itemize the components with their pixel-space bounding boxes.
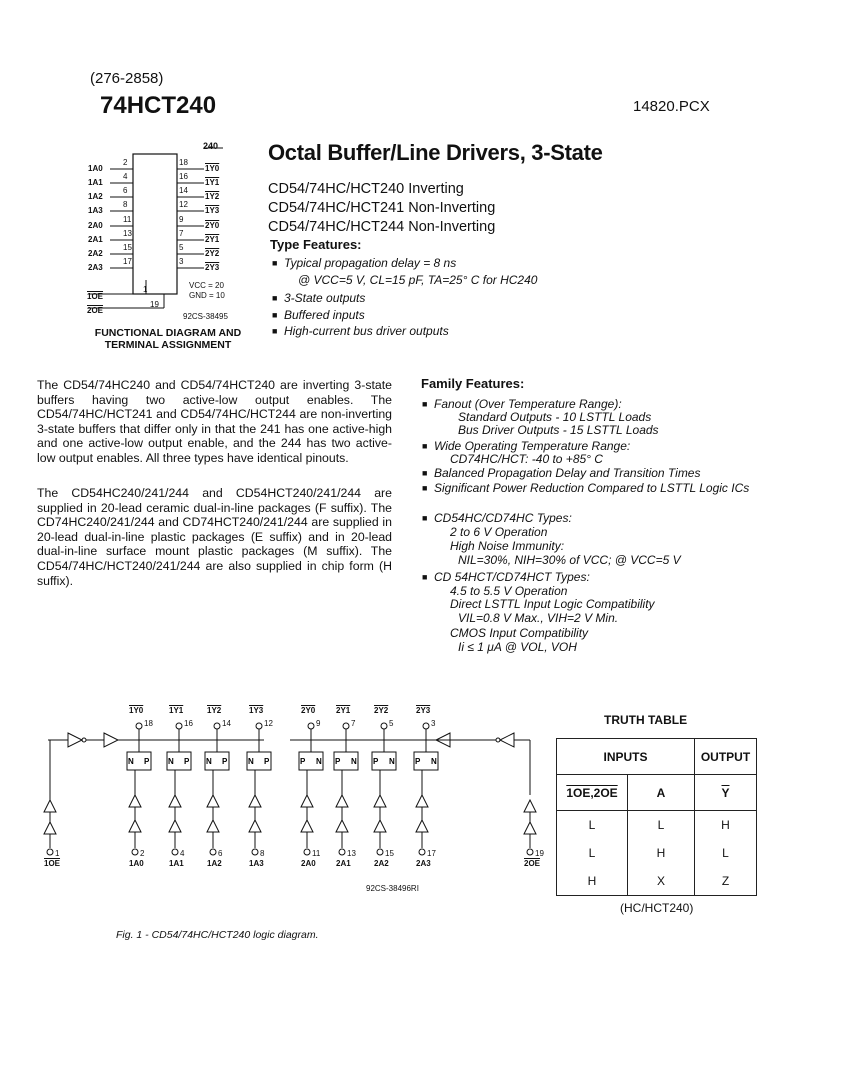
pin-number-right: 9: [179, 215, 184, 224]
transistor-label: P: [264, 757, 270, 766]
output-pin-name: 1Y0: [129, 706, 144, 715]
output-pin-name: 2Y0: [301, 706, 316, 715]
type-feature-item: ■ High-current bus driver outputs: [272, 324, 449, 338]
input-pin-number: 11: [312, 849, 321, 858]
family-feature-line: Direct LSTTL Input Logic Compatibility: [450, 597, 655, 611]
pin-name-right: 1Y3: [205, 206, 220, 215]
family-feature-line: High Noise Immunity:: [450, 539, 565, 553]
input-pin-number: 8: [260, 849, 265, 858]
pin-number-left: 2: [123, 158, 128, 167]
transistor-label: N: [389, 757, 395, 766]
pin-name-left: 1A3: [88, 206, 103, 215]
variant-244: CD54/74HC/HCT244 Non-Inverting: [268, 219, 496, 235]
pin-name-right: 1Y0: [205, 164, 220, 173]
input-pin-number: 13: [347, 849, 356, 858]
family-feature-line: ■ Fanout (Over Temperature Range):: [422, 397, 622, 411]
output-pin-number: 3: [431, 719, 436, 728]
input-pin-name: 1A3: [249, 859, 264, 868]
pin-name-right: 2Y1: [205, 235, 220, 244]
input-pin-number: 1: [55, 849, 60, 858]
pin-name-left: 1A1: [88, 178, 103, 187]
variant-241: CD54/74HC/HCT241 Non-Inverting: [268, 200, 496, 216]
pin-number-right: 16: [179, 172, 188, 181]
family-feature-line: Ii ≤ 1 μA @ VOL, VOH: [458, 640, 577, 654]
output-pin-number: 14: [222, 719, 231, 728]
output-pin-number: 7: [351, 719, 356, 728]
pin-number-right: 3: [179, 257, 184, 266]
functional-diagram-caption: FUNCTIONAL DIAGRAM AND TERMINAL ASSIGNMENT: [94, 327, 242, 351]
pin-number-right: 12: [179, 200, 188, 209]
pin-name-right: 2Y3: [205, 263, 220, 272]
part-reference: (276-2858): [90, 70, 164, 87]
output-pin-number: 5: [389, 719, 394, 728]
output-pin-name: 1Y1: [169, 706, 184, 715]
pin-number-left: 13: [123, 229, 132, 238]
pin-number-left: 17: [123, 257, 132, 266]
truth-table-footnote: (HC/HCT240): [620, 901, 694, 915]
chip-label: 240: [203, 141, 219, 151]
vcc-label: VCC = 20: [189, 281, 224, 290]
type-feature-item: ■ 3-State outputs: [272, 291, 366, 305]
input-pin-name: 1A1: [169, 859, 184, 868]
transistor-label: N: [248, 757, 254, 766]
type-feature-item: ■ Typical propagation delay = 8 ns: [272, 256, 457, 270]
input-pin-name: 2OE: [524, 859, 541, 868]
input-pin-number: 15: [385, 849, 394, 858]
family-feature-line: ■ Balanced Propagation Delay and Transition Times: [422, 466, 701, 480]
transistor-label: N: [128, 757, 134, 766]
truth-table-cell: H L Z: [695, 811, 757, 896]
truth-table-body: [557, 811, 757, 896]
document-title: Octal Buffer/Line Drivers, 3-State: [268, 140, 603, 165]
output-pin-name: 2Y3: [416, 706, 431, 715]
transistor-label: N: [168, 757, 174, 766]
output-pin-number: 16: [184, 719, 193, 728]
functional-drawing-number: 92CS-38495: [183, 312, 228, 321]
output-pin-name: 2Y1: [336, 706, 351, 715]
pin-number-left: 8: [123, 200, 128, 209]
transistor-label: P: [335, 757, 341, 766]
transistor-label: N: [316, 757, 322, 766]
input-pin-name: 2A2: [374, 859, 389, 868]
family-feature-line: ■ Wide Operating Temperature Range:: [422, 439, 631, 453]
pin-name-left: 2A2: [88, 249, 103, 258]
transistor-label: P: [300, 757, 306, 766]
description-paragraph: The CD54HC240/241/244 and CD54HCT240/241/244 are supplied in 20-lead ceramic dual-in-line packages (F suffix). The CD74HC240/241/244 and CD74HCT240/241/244 are supplied in 20-lead dual-in-line plastic packages (E suffix) and in 20-lead dual-in-line surface mount plastic packages (M suffix). The CD54/74HC/HCT240/241/244 are also supplied in chip form (H suffix).: [37, 486, 392, 588]
input-pin-number: 6: [218, 849, 223, 858]
transistor-label: P: [144, 757, 150, 766]
output-pin-name: 1Y2: [207, 706, 222, 715]
output-pin-name: 2Y2: [374, 706, 389, 715]
pin-name-left: 2A3: [88, 263, 103, 272]
truth-table-col-oe: 1OE,2OE: [557, 775, 628, 811]
pin-name-left: 2A1: [88, 235, 103, 244]
input-pin-name: 1A2: [207, 859, 222, 868]
input-pin-name: 2A1: [336, 859, 351, 868]
pin-number-left: 4: [123, 172, 128, 181]
input-pin-name: 2A0: [301, 859, 316, 868]
input-pin-name: 2A3: [416, 859, 431, 868]
output-pin-number: 18: [144, 719, 153, 728]
truth-table-output-header: OUTPUT: [695, 739, 757, 775]
input-pin-number: 19: [535, 849, 544, 858]
family-feature-line: Standard Outputs - 10 LSTTL Loads: [458, 410, 652, 424]
pin-number-left: 11: [123, 215, 132, 224]
pin-number-right: 18: [179, 158, 188, 167]
output-pin-number: 12: [264, 719, 273, 728]
pin-number-right: 14: [179, 186, 188, 195]
pin-name-left: 1A0: [88, 164, 103, 173]
pin-name-right: 1Y1: [205, 178, 220, 187]
family-feature-line: NIL=30%, NIH=30% of VCC; @ VCC=5 V: [458, 553, 681, 567]
type-feature-item: ■ Buffered inputs: [272, 308, 365, 322]
pin-number-right: 5: [179, 243, 184, 252]
figure-caption: Fig. 1 - CD54/74HC/HCT240 logic diagram.: [116, 929, 319, 941]
truth-table-inputs-header: INPUTS: [557, 739, 695, 775]
logic-diagram: [40, 700, 540, 900]
family-feature-line: 4.5 to 5.5 V Operation: [450, 584, 568, 598]
description-paragraph: The CD54/74HC240 and CD54/74HCT240 are inverting 3-state buffers having two active-low output enables. The CD54/74HC/HCT241 and CD54/74HC/HCT244 are non-inverting 3-state buffers that differ only in that the 241 has one active-high and one active-low output enable, and the 244 has two active-low output enables. All three types have identical pinouts.: [37, 378, 392, 465]
truth-table-title: TRUTH TABLE: [604, 713, 688, 727]
transistor-label: P: [373, 757, 379, 766]
input-pin-number: 17: [427, 849, 436, 858]
family-feature-line: CMOS Input Compatibility: [450, 626, 589, 640]
output-pin-number: 9: [316, 719, 321, 728]
output-pin-name: 1Y3: [249, 706, 264, 715]
family-feature-line: ■ Significant Power Reduction Compared to LSTTL Logic ICs: [422, 481, 750, 495]
part-number: 74HCT240: [100, 92, 217, 119]
transistor-label: P: [184, 757, 190, 766]
truth-table: [556, 738, 757, 896]
family-feature-line: ■ CD 54HCT/CD74HCT Types:: [422, 570, 590, 584]
transistor-label: N: [351, 757, 357, 766]
gnd-label: GND = 10: [189, 291, 225, 300]
input-pin-name: 1A0: [129, 859, 144, 868]
file-name: 14820.PCX: [633, 98, 710, 115]
variant-240: CD54/74HC/HCT240 Inverting: [268, 181, 464, 197]
pin-2oe-name: 2OE: [87, 306, 104, 315]
pin-name-right: 1Y2: [205, 192, 220, 201]
family-feature-line: 2 to 6 V Operation: [450, 525, 548, 539]
family-feature-line: VIL=0.8 V Max., VIH=2 V Min.: [458, 611, 619, 625]
pin-number-right: 7: [179, 229, 184, 238]
pin-name-left: 2A0: [88, 221, 103, 230]
pin-number-left: 15: [123, 243, 132, 252]
transistor-label: P: [415, 757, 421, 766]
transistor-label: N: [431, 757, 437, 766]
type-features-heading: Type Features:: [270, 237, 362, 252]
family-feature-line: ■ CD54HC/CD74HC Types:: [422, 511, 572, 525]
truth-table-cell: L L H: [557, 811, 628, 896]
pin-name-right: 2Y2: [205, 249, 220, 258]
family-feature-line: Bus Driver Outputs - 15 LSTTL Loads: [458, 423, 659, 437]
pin-name-right: 2Y0: [205, 221, 220, 230]
pin-1oe-name: 1OE: [87, 292, 104, 301]
transistor-label: N: [206, 757, 212, 766]
truth-table-col-a: A: [628, 775, 695, 811]
truth-table-cell: L H X: [628, 811, 695, 896]
input-pin-number: 2: [140, 849, 145, 858]
input-pin-name: 1OE: [44, 859, 61, 868]
logic-drawing-number: 92CS-38496RI: [366, 884, 419, 893]
pin-number-left: 6: [123, 186, 128, 195]
transistor-label: P: [222, 757, 228, 766]
pin-2oe-number: 19: [150, 300, 159, 309]
family-feature-line: CD74HC/HCT: -40 to +85° C: [450, 452, 603, 466]
type-feature-item: @ VCC=5 V, CL=15 pF, TA=25° C for HC240: [298, 273, 538, 287]
family-features-heading: Family Features:: [421, 376, 525, 391]
input-pin-number: 4: [180, 849, 185, 858]
pin-1oe-number: 1: [143, 285, 148, 294]
truth-table-col-y: $\overline{Y}$: [695, 775, 757, 811]
pin-name-left: 1A2: [88, 192, 103, 201]
